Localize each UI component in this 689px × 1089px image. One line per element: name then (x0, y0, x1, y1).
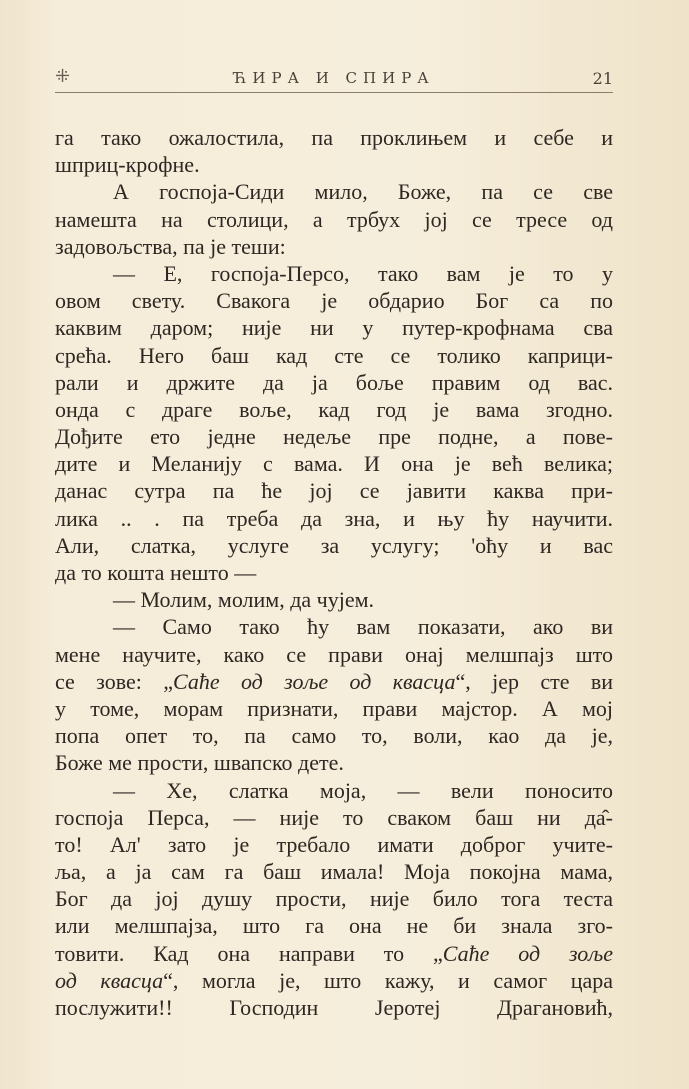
text-line: попа опет то, па само то, воли, као да је, (55, 723, 613, 749)
page-header (55, 66, 613, 93)
text-line: Дођите ето једне недеље пре подне, а пове- (55, 424, 613, 450)
text-line: данас сутра па ће јој се јавити каква при- (55, 478, 613, 504)
text-line: — Хе, слатка моја, — вели поносито (113, 777, 613, 803)
running-title: ЋИРА И СПИРА (233, 69, 435, 87)
text-line: Бог да јој душу прости, није било тога теста (55, 886, 613, 912)
text-line: — Молим, молим, да чујем. (113, 587, 375, 613)
text-line: — Само тако ћу вам показати, ако ви (113, 614, 613, 640)
text-line: Али, слатка, услуге за услугу; 'оћу и вас (55, 532, 613, 558)
text-line: ља, а ја сам га баш имала! Моја покојна мама, (55, 859, 613, 885)
text-line: каквим даром; није ни у путер-крофнама сва (55, 315, 613, 341)
text-line: — Е, госпоја-Персо, тако вам је то у (113, 260, 613, 286)
italic-phrase: од квасца (55, 967, 164, 993)
italic-phrase: Саће од зоље (442, 940, 613, 966)
text-line: га тако ожалостила, па проклињем и себе и (55, 125, 613, 150)
text-line: намешта на столици, а трбух јој се тресе од (55, 206, 613, 232)
text-line: Боже ме прости, швапско дете. (55, 750, 344, 776)
italic-phrase: Саће од зоље од квасца (173, 668, 456, 694)
text-line: се зове: „Саће од зоље од квасца“, јер сте ви (55, 668, 613, 694)
asterism-ornament-icon: ⁜ (55, 66, 71, 87)
text-line: срећа. Него баш кад сте се толико каприци- (55, 342, 613, 368)
text-line: задовољства, па је теши: (55, 233, 286, 259)
text-line: госпоја Перса, — није то сваком баш ни да̂- (55, 804, 613, 830)
text-line: мене научите, како се прави онај мелшпајз што (55, 641, 613, 667)
text-line: лика .. . па треба да зна, и њу ћу научити. (55, 505, 613, 531)
text-line: да то кошта нешто — (55, 560, 257, 585)
text-line: од квасца“, могла је, што кажу, и самог цара (55, 967, 613, 993)
text-line: то! Ал' зато је требало имати доброг учите- (55, 831, 613, 857)
text-line: или мелшпајза, што га она не би знала зго- (55, 913, 613, 939)
text-line: рали и држите да ја боље правим од вас. (55, 369, 613, 395)
text-line: овом свету. Свакога је обдарио Бог са по (55, 288, 613, 314)
text-line: А госпоја-Сиди мило, Боже, па се све (113, 179, 613, 205)
text-line: у томе, морам признати, прави мајстор. А мој (55, 695, 613, 721)
page-number: 21 (592, 69, 613, 88)
text-line: товити. Кад она направи то „Саће од зоље (55, 940, 613, 966)
text-line: дите и Меланију с вама. И она је већ велика; (55, 451, 613, 477)
text-line: шприц-крофне. (55, 152, 200, 178)
text-line: онда с драге воље, кад год је вама згодно. (55, 396, 613, 422)
text-line: послужити!! Господин Јеротеј Драгановић, (55, 995, 613, 1020)
body-text (55, 124, 613, 1021)
